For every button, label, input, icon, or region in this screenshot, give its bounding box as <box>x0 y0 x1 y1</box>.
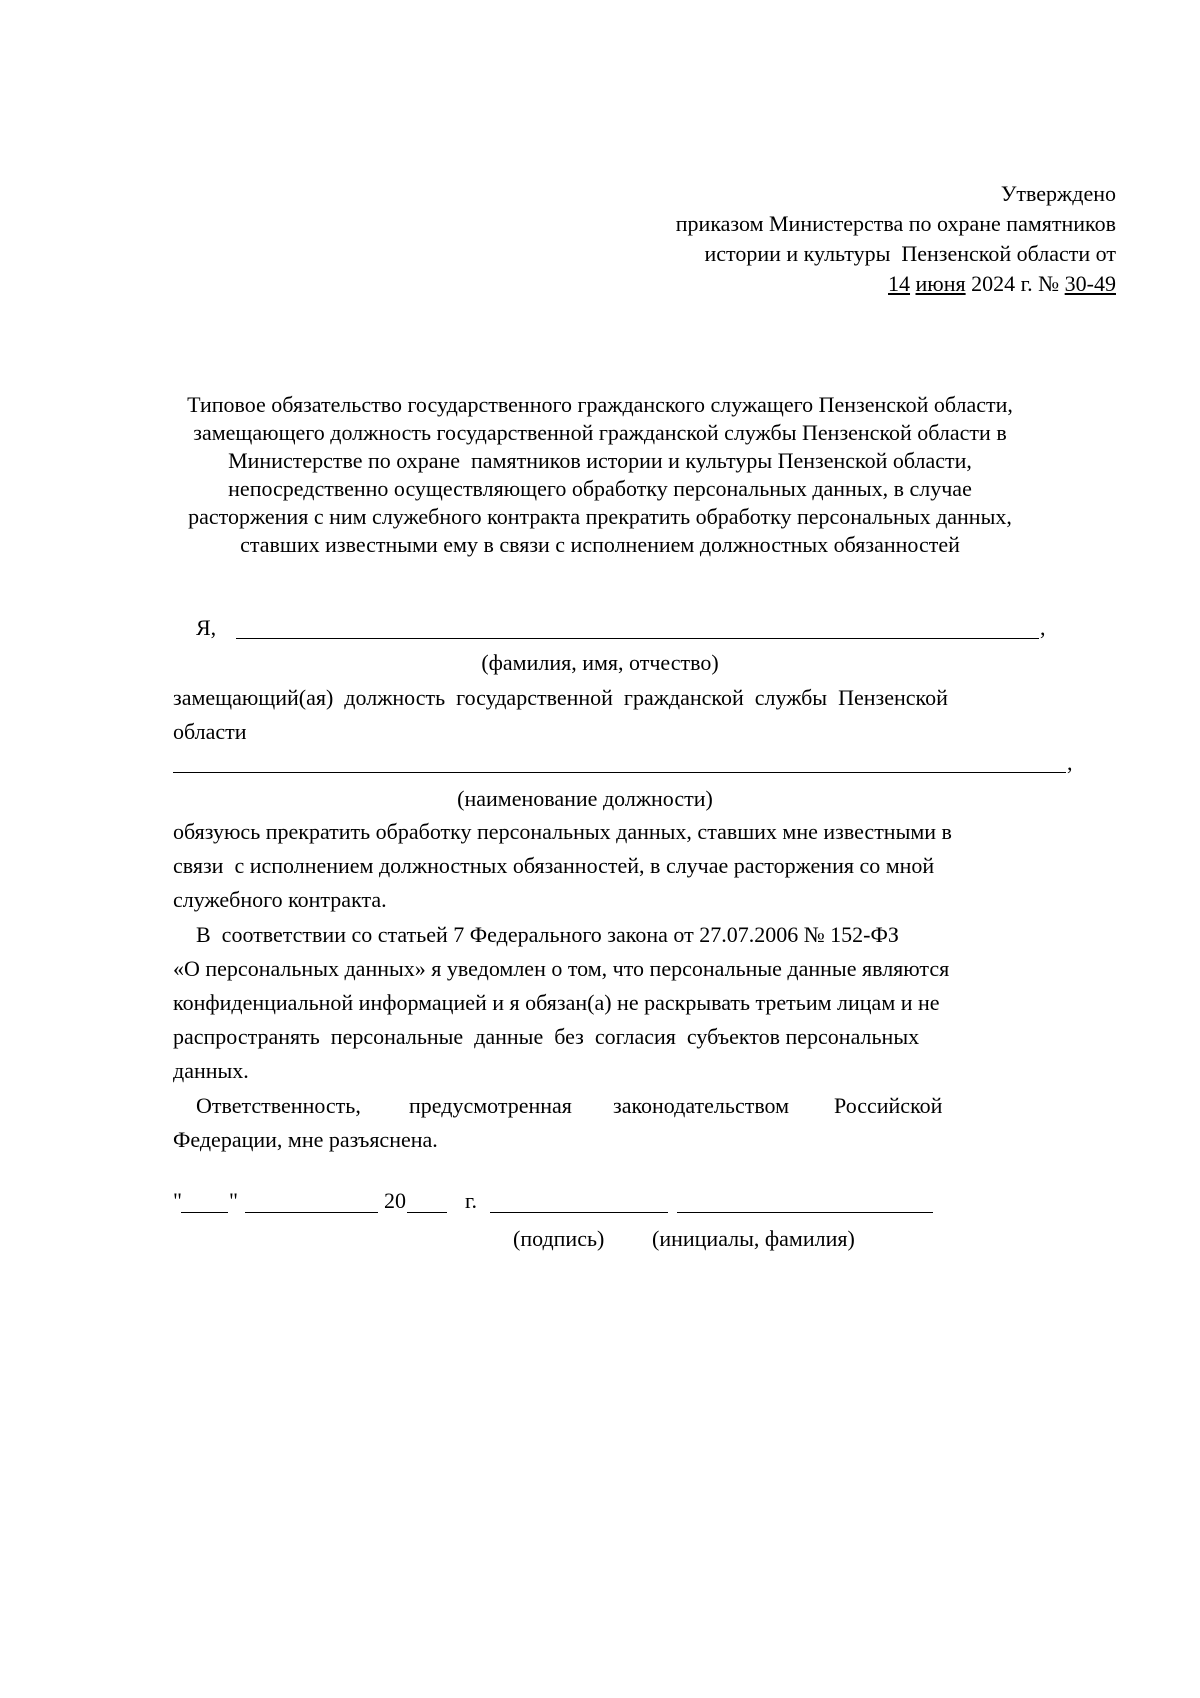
title-line-6: ставших известными ему в связи с исполнением должностных обязанностей <box>240 532 960 557</box>
body-p2-line-4: распространять персональные данные без согласия субъектов персональных <box>173 1024 920 1049</box>
approval-line-3: истории и культуры Пензенской области от <box>704 241 1116 266</box>
fio-field-line <box>236 638 1039 639</box>
sig-signature-line <box>490 1212 668 1213</box>
position-line-2: области <box>173 719 247 744</box>
position-line-1: замещающий(ая) должность государственной гражданской службы Пензенской <box>173 685 948 710</box>
title-line-4: непосредственно осуществляющего обработку персональных данных, в случае <box>228 476 972 501</box>
sig-name-caption: (инициалы, фамилия) <box>652 1226 855 1251</box>
title-line-5: расторжения с ним служебного контракта прекратить обработку персональных данных, <box>188 504 1012 529</box>
approval-year: 2024 г. № <box>965 271 1065 296</box>
body-p2-line-3: конфиденциальной информацией и я обязан(а) не раскрывать третьим лицам и не <box>173 990 940 1015</box>
sig-year-line <box>407 1212 447 1213</box>
sig-month-line <box>245 1212 378 1213</box>
body-p2-line-5: данных. <box>173 1058 249 1083</box>
body-p2-line-2: «О персональных данных» я уведомлен о том, что персональные данные являются <box>173 956 950 981</box>
sig-quote-open: " <box>173 1188 182 1213</box>
body-p3-line-2: Федерации, мне разъяснена. <box>173 1127 438 1152</box>
fio-comma: , <box>1040 615 1046 640</box>
approval-day: 14 <box>888 271 911 296</box>
approval-number: 30-49 <box>1064 271 1116 296</box>
title-line-2: замещающего должность государственной гражданской службы Пензенской области в <box>193 420 1007 445</box>
i-label: Я, <box>196 615 217 640</box>
body-p3-word-4: Российской <box>834 1093 943 1118</box>
body-p1-line-3: служебного контракта. <box>173 887 387 912</box>
approval-line-1: Утверждено <box>1000 181 1116 206</box>
approval-month: июня <box>915 271 966 296</box>
body-p3-word-3: законодательством <box>613 1093 790 1118</box>
sig-day-line <box>181 1212 228 1213</box>
body-p3-word-1: Ответственность, <box>196 1093 361 1118</box>
position-caption: (наименование должности) <box>457 786 713 811</box>
body-p2-line-1: В соответствии со статьей 7 Федерального закона от 27.07.2006 № 152-ФЗ <box>196 922 899 947</box>
sig-quote-close: " <box>229 1188 238 1213</box>
body-p1-line-1: обязуюсь прекратить обработку персональных данных, ставших мне известными в <box>173 819 952 844</box>
position-comma: , <box>1067 750 1073 775</box>
title-line-1: Типовое обязательство государственного гражданского служащего Пензенской области, <box>187 392 1013 417</box>
approval-date-line <box>888 273 1116 295</box>
body-p3-word-2: предусмотренная <box>409 1093 572 1118</box>
sig-signature-caption: (подпись) <box>513 1226 605 1251</box>
body-p1-line-2: связи с исполнением должностных обязанностей, в случае расторжения со мной <box>173 853 935 878</box>
approval-line-2: приказом Министерства по охране памятников <box>675 211 1116 236</box>
fio-caption: (фамилия, имя, отчество) <box>481 650 719 675</box>
sig-century: 20 <box>384 1188 406 1213</box>
sig-year-suffix: г. <box>465 1188 478 1213</box>
title-line-3: Министерстве по охране памятников истории и культуры Пензенской области, <box>228 448 972 473</box>
sig-name-line <box>677 1212 933 1213</box>
position-field-line <box>173 772 1066 773</box>
